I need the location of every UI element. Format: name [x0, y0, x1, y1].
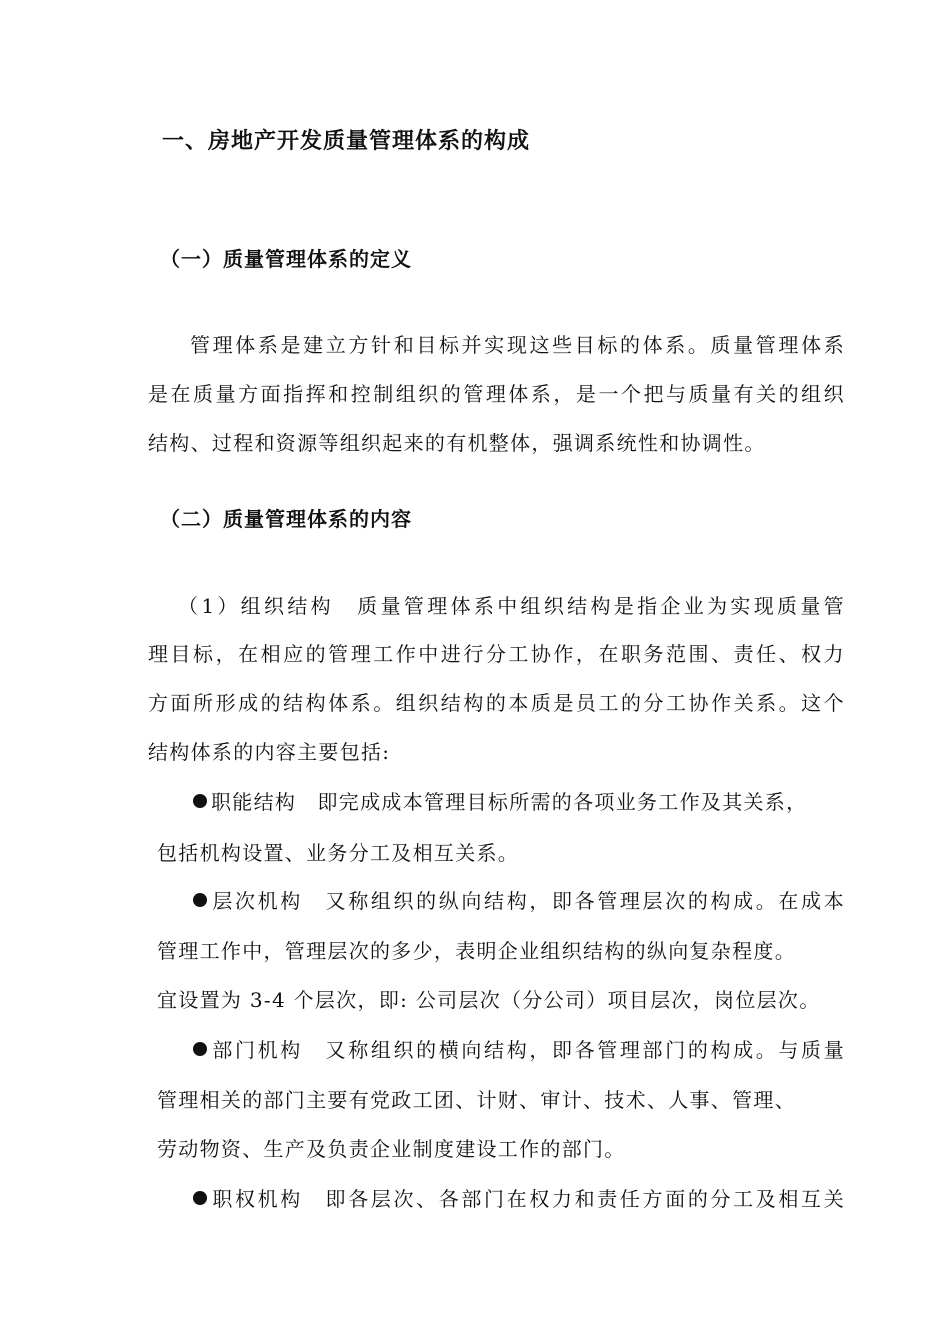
bullet-item-authority-structure [193, 1185, 845, 1213]
paragraph-line: 管理工作中，管理层次的多少，表明企业组织结构的纵向复杂程度。 [157, 939, 796, 963]
bullet-text: 职权机构 即各层次、各部门在权力和责任方面的分工及相互关 [211, 1187, 845, 1211]
bullet-item-functional-structure [193, 788, 807, 816]
bullet-text: 层次机构 又称组织的纵向结构，即各管理层次的构成。在成本 [211, 889, 845, 913]
bullet-text: 部门机构 又称组织的横向结构，即各管理部门的构成。与质量 [211, 1038, 845, 1062]
paragraph-line: 结构体系的内容主要包括: [148, 740, 391, 764]
bullet-item-level-structure [193, 887, 845, 915]
bullet-text: 职能结构 即完成成本管理目标所需的各项业务工作及其关系， [211, 790, 808, 814]
paragraph-line: 方面所形成的结构体系。组织结构的本质是员工的分工协作关系。这个 [148, 691, 845, 715]
paragraph-line: 管理体系是建立方针和目标并实现这些目标的体系。质量管理体系 [190, 333, 845, 357]
bullet-icon [193, 1042, 207, 1056]
bullet-icon [193, 1191, 207, 1205]
paragraph-line: 是在质量方面指挥和控制组织的管理体系，是一个把与质量有关的组织 [148, 382, 845, 406]
section-heading-content: （二）质量管理体系的内容 [160, 507, 412, 531]
paragraph-line: 管理相关的部门主要有党政工团、计财、审计、技术、人事、管理、 [157, 1088, 796, 1112]
paragraph-line: 理目标，在相应的管理工作中进行分工协作，在职务范围、责任、权力 [148, 642, 845, 666]
section-heading-definition: （一）质量管理体系的定义 [160, 247, 412, 271]
bullet-item-department-structure [193, 1036, 845, 1064]
bullet-icon [193, 794, 207, 808]
paragraph-line: 宜设置为 3-4 个层次，即: 公司层次（分公司）项目层次，岗位层次。 [157, 988, 821, 1012]
main-heading: 一、房地产开发质量管理体系的构成 [162, 129, 531, 154]
bullet-icon [193, 893, 207, 907]
paragraph-line: 包括机构设置、业务分工及相互关系。 [157, 841, 520, 865]
paragraph-line: （1）组织结构 质量管理体系中组织结构是指企业为实现质量管 [178, 594, 845, 618]
paragraph-line: 结构、过程和资源等组织起来的有机整体，强调系统性和协调性。 [148, 431, 766, 455]
paragraph-line: 劳动物资、生产及负责企业制度建设工作的部门。 [157, 1137, 626, 1161]
